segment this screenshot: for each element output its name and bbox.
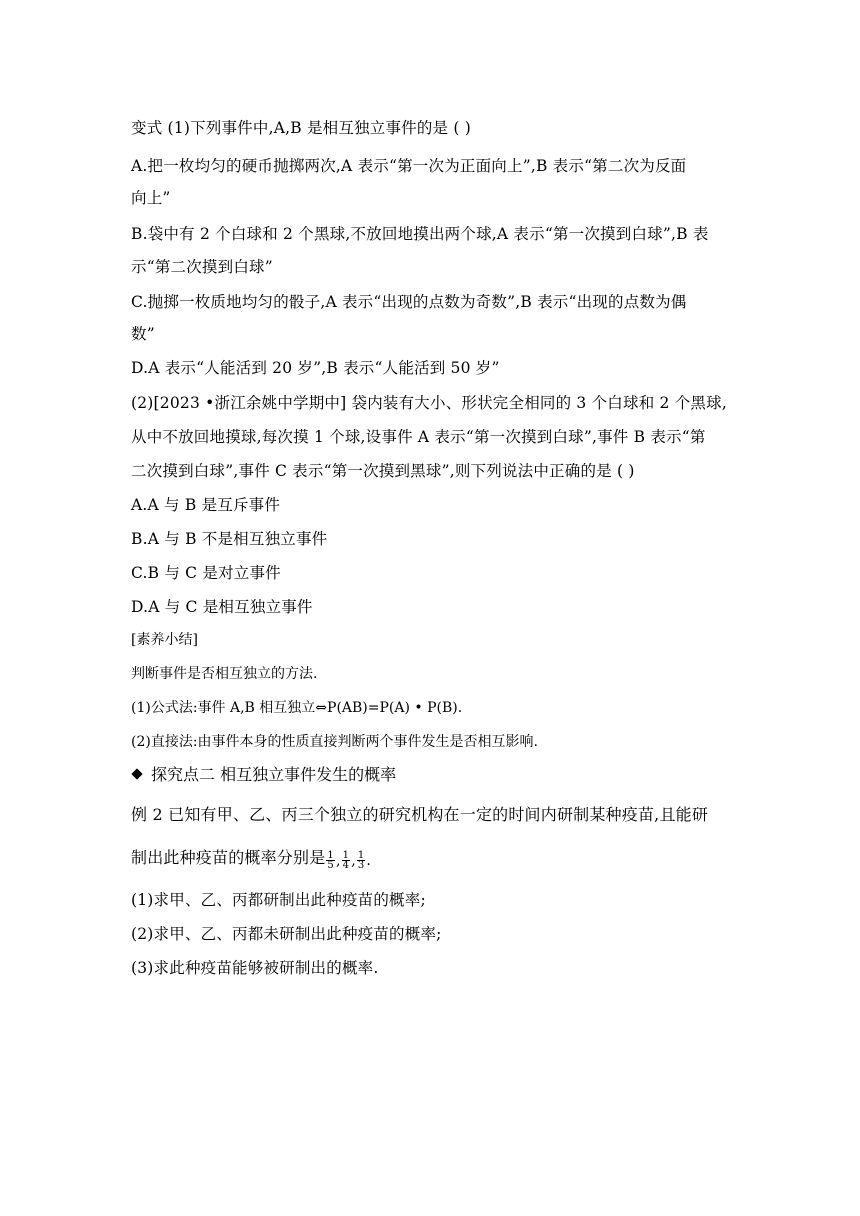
- variant-q2-line2: 从中不放回地摸球,每次摸 1 个球,设事件 A 表示“第一次摸到白球”,事件 B 表示“第: [131, 428, 706, 446]
- example-line1: 例 2 已知有甲、乙、丙三个独立的研究机构在一定的时间内研制某种疫苗,且能研: [131, 805, 709, 824]
- example-question-3: (3)求此种疫苗能够被研制出的概率.: [131, 959, 379, 977]
- variant-q2-option-d: D.A 与 C 是相互独立事件: [131, 598, 313, 616]
- variant-q1-option-b-line2: 示“第二次摸到白球”: [131, 258, 273, 276]
- variant-q1-option-d: D.A 表示“人能活到 20 岁”,B 表示“人能活到 50 岁”: [131, 359, 500, 377]
- summary-method-1: (1)公式法:事件 A,B 相互独立⇔P(AB)=P(A) • P(B).: [131, 700, 463, 716]
- example-line2-prefix: 制出此种疫苗的概率分别是: [131, 848, 326, 867]
- summary-intro: 判断事件是否相互独立的方法.: [131, 666, 318, 682]
- variant-q2-option-a: A.A 与 B 是互斥事件: [131, 496, 281, 514]
- variant-q2-option-c: C.B 与 C 是对立事件: [131, 564, 281, 582]
- variant-q1-option-a-line2: 向上”: [131, 189, 171, 207]
- variant-q1-option-c-line2: 数”: [131, 325, 155, 343]
- probability-fractions: $\frac{1}{5}$ , $\frac{1}{4}$ , $\frac{1}{3}$ .: [327, 850, 372, 871]
- variant-q1-option-a-line1: A.把一枚均匀的硬币抛掷两次,A 表示“第一次为正面向上”,B 表示“第二次为反面: [131, 157, 687, 175]
- diamond-bullet-icon: [131, 768, 142, 779]
- section-heading: [133, 765, 396, 785]
- summary-title: [素养小结]: [131, 632, 198, 648]
- variant-stem: 变式 (1)下列事件中,A,B 是相互独立事件的是 ( ): [131, 119, 471, 137]
- variant-q2-option-b: B.A 与 B 不是相互独立事件: [131, 530, 328, 548]
- variant-q1-option-b-line1: B.袋中有 2 个白球和 2 个黑球,不放回地摸出两个球,A 表示“第一次摸到白球”,B 表: [131, 225, 709, 243]
- summary-method-2: (2)直接法:由事件本身的性质直接判断两个事件发生是否相互影响.: [131, 734, 538, 750]
- section-title: 探究点二 相互独立事件发生的概率: [151, 765, 397, 784]
- example-question-1: (1)求甲、乙、丙都研制出此种疫苗的概率;: [131, 891, 426, 909]
- variant-q2-line3: 二次摸到白球”,事件 C 表示“第一次摸到黑球”,则下列说法中正确的是 ( ): [131, 462, 635, 480]
- fraction-1: $\frac{1}{5}$: [327, 850, 334, 871]
- fraction-3: $\frac{1}{3}$: [357, 850, 365, 871]
- example-line2: [131, 848, 371, 871]
- example-question-2: (2)求甲、乙、丙都未研制出此种疫苗的概率;: [131, 925, 442, 943]
- fraction-2: $\frac{1}{4}$: [342, 850, 350, 871]
- variant-q1-option-c-line1: C.抛掷一枚质地均匀的骰子,A 表示“出现的点数为奇数”,B 表示“出现的点数为偶: [131, 293, 687, 311]
- variant-q2-line1: (2)[2023 •浙江余姚中学期中] 袋内装有大小、形状完全相同的 3 个白球和 2 个黑球,: [131, 394, 727, 412]
